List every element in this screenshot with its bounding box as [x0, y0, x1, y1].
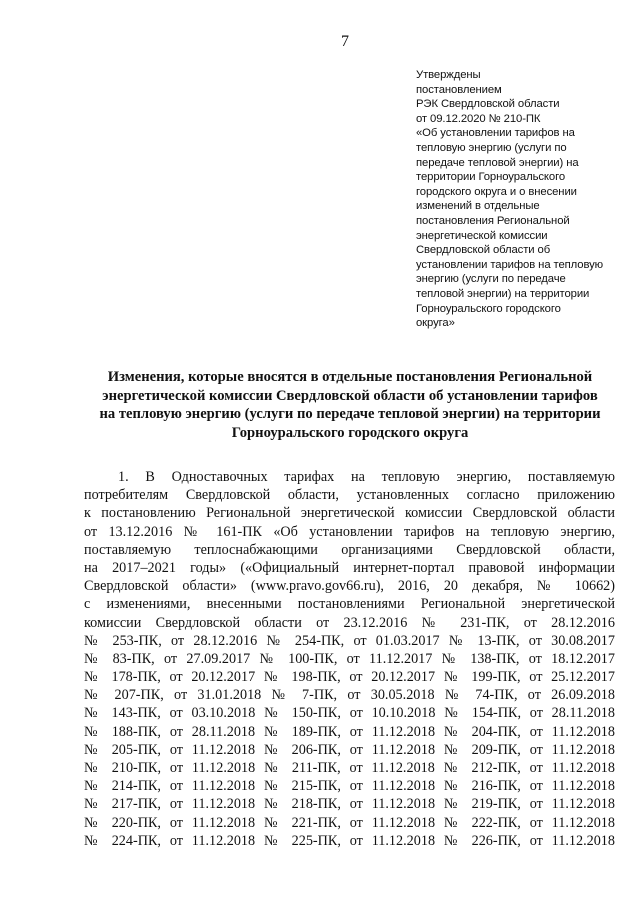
body-line: от 13.12.2016 № 161-ПК «Об установлении тарифов на тепловую энергию,: [84, 523, 615, 540]
body-line: № 210-ПК, от 11.12.2018 № 211-ПК, от 11.12.2018 № 212-ПК, от 11.12.2018: [84, 760, 615, 776]
body-line: № 217-ПК, от 11.12.2018 № 218-ПК, от 11.12.2018 № 219-ПК, от 11.12.2018: [84, 796, 615, 813]
approval-line: округа»: [416, 317, 455, 330]
heading-line: энергетической комиссии Свердловской области об установлении тарифов: [102, 387, 598, 404]
approval-block: [416, 68, 636, 331]
body-line: № 253-ПК, от 28.12.2016 № 254-ПК, от 01.03.2017 № 13-ПК, от 30.08.2017: [84, 632, 615, 649]
approval-line: Свердловской области об: [416, 244, 551, 257]
body-line: № 178-ПК, от 20.12.2017 № 198-ПК, от 20.12.2017 № 199-ПК, от 25.12.2017: [84, 669, 615, 686]
approval-line: постановления Региональной: [416, 214, 570, 227]
body-line: 1. В Одноставочных тарифах на тепловую энергию, поставляемую: [118, 469, 615, 485]
heading-line: Изменения, которые вносятся в отдельные постановления Региональной: [107, 369, 593, 385]
body-line: к постановлению Региональной энергетической комиссии Свердловской области: [84, 505, 615, 522]
body-line: № 214-ПК, от 11.12.2018 № 215-ПК, от 11.12.2018 № 216-ПК, от 11.12.2018: [84, 778, 615, 795]
approval-line: РЭК Свердловской области: [416, 98, 560, 111]
body-line: на 2017–2021 годы» («Официальный интернет-портал правовой информации: [84, 559, 615, 576]
approval-line: энергетической комиссии: [416, 229, 548, 242]
approval-line: тепловую энергию (услуги по: [416, 141, 567, 154]
approval-line: тепловой энергии) на территории: [416, 287, 590, 300]
approval-line: постановлением: [416, 83, 502, 96]
body-line: поставляемую теплоснабжающими организациями Свердловской области,: [84, 541, 615, 558]
approval-line: Утверждены: [416, 69, 481, 81]
approval-line: территории Горноуральского: [416, 171, 566, 184]
body-line: № 188-ПК, от 28.11.2018 № 189-ПК, от 11.12.2018 № 204-ПК, от 11.12.2018: [84, 723, 615, 740]
body-line: с изменениями, внесенными постановлениями Региональной энергетической: [84, 596, 615, 613]
body-line: № 143-ПК, от 03.10.2018 № 150-ПК, от 10.10.2018 № 154-ПК, от 28.11.2018: [84, 705, 615, 722]
body-line: потребителям Свердловской области, установленных согласно приложению: [84, 487, 615, 504]
approval-line: от 09.12.2020 № 210-ПК: [416, 112, 541, 125]
approval-line: городского округа и о внесении: [416, 185, 577, 198]
body-line: Свердловской области» (www.pravo.gov66.ru), 2016, 20 декабря, № 10662): [84, 578, 615, 595]
heading-line: Горноуральского городского округа: [231, 424, 469, 441]
approval-line: «Об установлении тарифов на: [416, 127, 575, 140]
body-line: № 220-ПК, от 11.12.2018 № 221-ПК, от 11.12.2018 № 222-ПК, от 11.12.2018: [84, 814, 615, 831]
approval-line: передаче тепловой энергии) на: [416, 156, 579, 169]
body-line: № 224-ПК, от 11.12.2018 № 225-ПК, от 11.12.2018 № 226-ПК, от 11.12.2018: [84, 832, 615, 849]
approval-line: установлении тарифов на тепловую: [416, 258, 604, 271]
approval-line: изменений в отдельные: [416, 200, 540, 213]
body-paragraph: [84, 468, 615, 850]
approval-line: Горноуральского городского: [416, 302, 561, 315]
body-line: № 83-ПК, от 27.09.2017 № 100-ПК, от 11.12.2017 № 138-ПК, от 18.12.2017: [84, 650, 615, 667]
heading-line: на тепловую энергию (услуги по передаче тепловой энергии) на территории: [99, 406, 601, 423]
body-line: № 205-ПК, от 11.12.2018 № 206-ПК, от 11.12.2018 № 209-ПК, от 11.12.2018: [84, 741, 615, 758]
body-line: № 207-ПК, от 31.01.2018 № 7-ПК, от 30.05.2018 № 74-ПК, от 26.09.2018: [84, 687, 615, 704]
approval-line: энергию (услуги по передаче: [416, 273, 566, 286]
body-line: комиссии Свердловской области от 23.12.2016 № 231-ПК, от 28.12.2016: [84, 614, 615, 631]
document-heading: [85, 368, 615, 442]
page-number: 7: [341, 33, 349, 50]
